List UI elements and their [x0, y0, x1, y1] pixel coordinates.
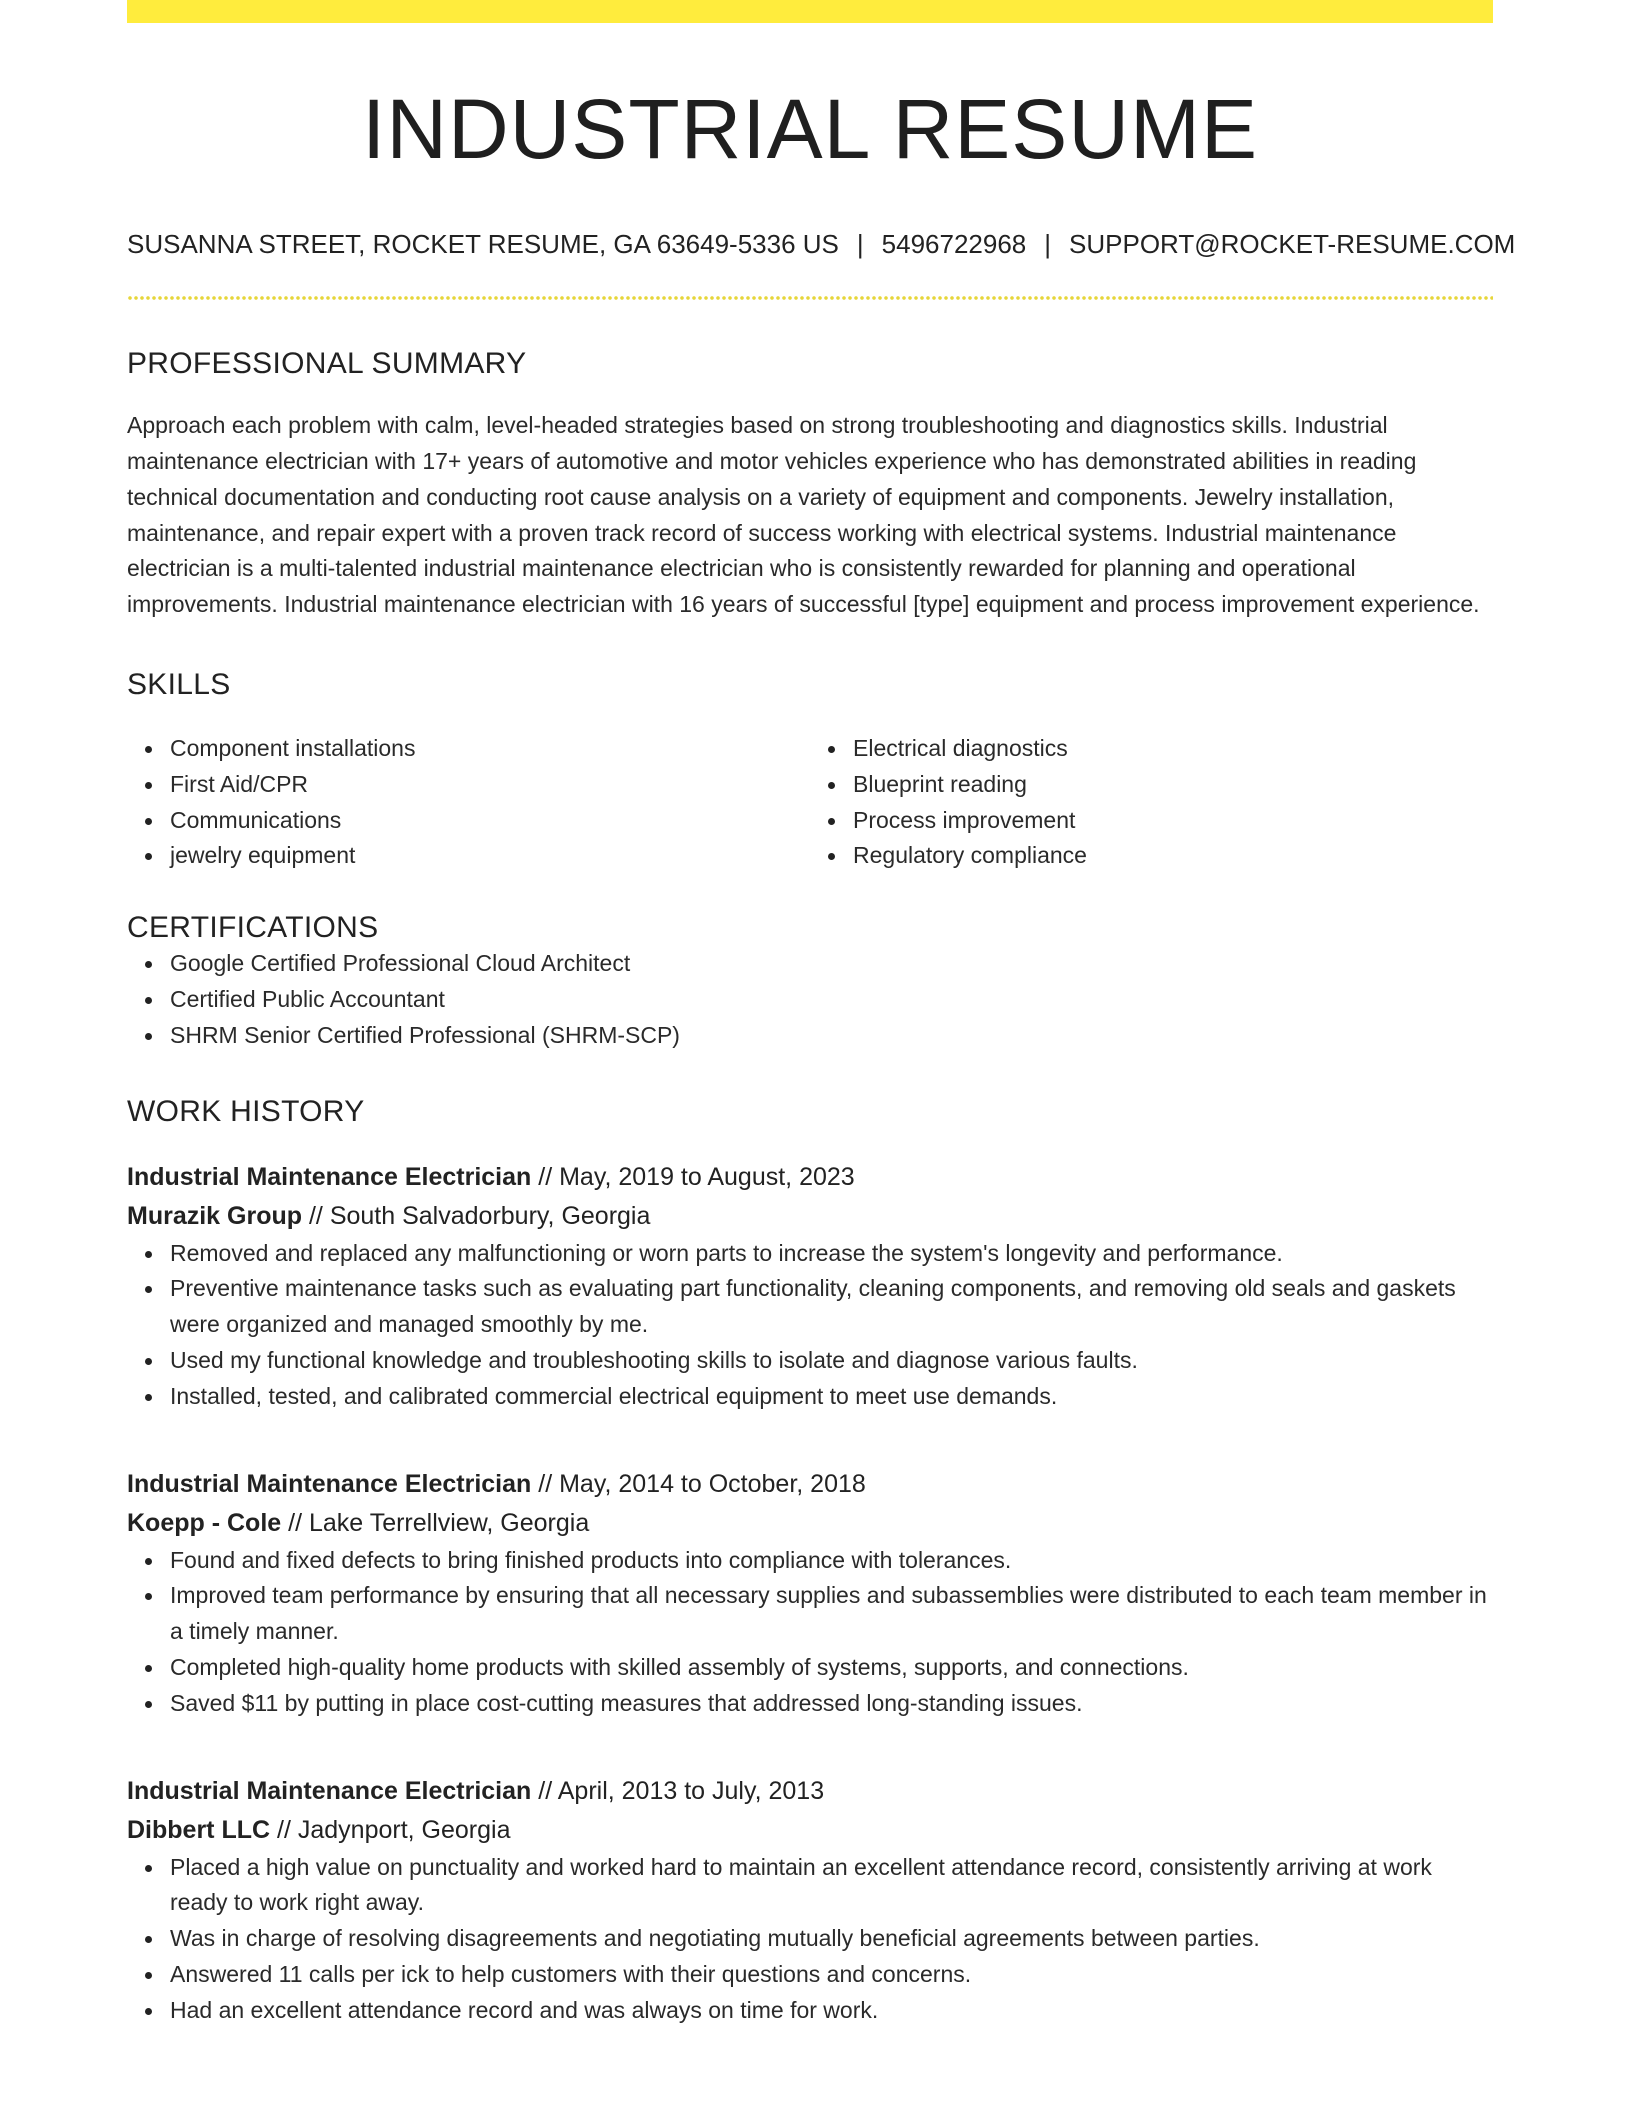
- job-dates: May, 2019 to August, 2023: [559, 1162, 855, 1191]
- contact-phone[interactable]: 5496722968: [881, 229, 1027, 259]
- job-dates: May, 2014 to October, 2018: [559, 1469, 866, 1498]
- job-role-line: [127, 1772, 1493, 1811]
- job-role: Industrial Maintenance Electrician: [127, 1162, 532, 1191]
- certification-item: Certified Public Accountant: [170, 982, 1493, 1018]
- job-duty: Removed and replaced any malfunctioning or worn parts to increase the system's longevity and performance.: [170, 1236, 1493, 1272]
- job-duty: Improved team performance by ensuring that all necessary supplies and subassemblies were distributed to each team member in a timely manner.: [170, 1578, 1493, 1650]
- accent-bar: [127, 0, 1493, 23]
- skill-item: Electrical diagnostics: [853, 731, 1493, 767]
- job-duties-list: [127, 1236, 1493, 1415]
- job-duty: Installed, tested, and calibrated commercial electrical equipment to meet use demands.: [170, 1379, 1493, 1415]
- dotted-divider: [127, 296, 1493, 300]
- certifications-list: [127, 946, 1493, 1053]
- job-duty: Found and fixed defects to bring finished products into compliance with tolerances.: [170, 1543, 1493, 1579]
- job-entry: [127, 1465, 1493, 1722]
- job-duty: Was in charge of resolving disagreements and negotiating mutually beneficial agreements between parties.: [170, 1921, 1493, 1957]
- resume-page: [127, 0, 1516, 2029]
- job-company: Koepp - Cole: [127, 1508, 282, 1537]
- job-duties-list: [127, 1543, 1493, 1722]
- job-duty: Placed a high value on punctuality and worked hard to maintain an excellent attendance record, consistently arriving at work ready to work right away.: [170, 1850, 1493, 1922]
- job-duty: Used my functional knowledge and troubleshooting skills to isolate and diagnose various faults.: [170, 1343, 1493, 1379]
- contact-line: [127, 229, 1516, 260]
- certification-item: SHRM Senior Certified Professional (SHRM-SCP): [170, 1018, 1493, 1054]
- contact-separator: |: [1044, 229, 1052, 259]
- job-separator: //: [308, 1201, 323, 1230]
- job-company-line: [127, 1504, 1493, 1543]
- certifications-heading: CERTIFICATIONS: [127, 911, 379, 945]
- resume-title: INDUSTRIAL RESUME: [361, 82, 1258, 176]
- summary-text: Approach each problem with calm, level-headed strategies based on strong troubleshooting and diagnostics skills. Industrial maintenance electrician with 17+ years of automotive and motor vehicles experience who has demonstrated abilities in reading technical documentation and conducting root cause analysis on a variety of equipment and components. Jewelry installation, maintenance, and repair expert with a proven track record of success working with electrical systems. Industrial maintenance electrician is a multi-talented industrial maintenance electrician who is consistently rewarded for planning and operational improvements. Industrial maintenance electrician with 16 years of successful [type] equipment and process improvement experience.: [127, 412, 1480, 618]
- job-company-line: [127, 1811, 1493, 1850]
- contact-separator: |: [856, 229, 864, 259]
- work-history-heading: WORK HISTORY: [127, 1094, 365, 1128]
- job-role: Industrial Maintenance Electrician: [127, 1469, 532, 1498]
- contact-email[interactable]: SUPPORT@ROCKET-RESUME.COM: [1069, 229, 1516, 259]
- skill-item: First Aid/CPR: [170, 767, 810, 803]
- job-location: Jadynport, Georgia: [297, 1815, 511, 1844]
- certification-item: Google Certified Professional Cloud Architect: [170, 946, 1493, 982]
- job-location: South Salvadorbury, Georgia: [329, 1201, 651, 1230]
- job-entry: [127, 1772, 1493, 2029]
- job-duty: Answered 11 calls per ick to help customers with their questions and concerns.: [170, 1957, 1493, 1993]
- job-role-line: [127, 1465, 1493, 1504]
- job-duty: Preventive maintenance tasks such as evaluating part functionality, cleaning components, and removing old seals and gaskets were organized and managed smoothly by me.: [170, 1271, 1493, 1343]
- skill-item: Communications: [170, 803, 810, 839]
- skill-item: Component installations: [170, 731, 810, 767]
- job-duties-list: [127, 1850, 1493, 2029]
- job-company-line: [127, 1197, 1493, 1236]
- skill-item: Regulatory compliance: [853, 838, 1493, 874]
- job-separator: //: [538, 1469, 553, 1498]
- skills-column-right: [810, 731, 1493, 874]
- job-separator: //: [288, 1508, 303, 1537]
- job-dates: April, 2013 to July, 2013: [557, 1776, 825, 1805]
- skills-list: [127, 731, 1493, 874]
- skills-heading: SKILLS: [127, 667, 231, 701]
- job-duty: Completed high-quality home products with skilled assembly of systems, supports, and connections.: [170, 1650, 1493, 1686]
- job-company: Dibbert LLC: [127, 1815, 271, 1844]
- job-location: Lake Terrellview, Georgia: [308, 1508, 590, 1537]
- job-role: Industrial Maintenance Electrician: [127, 1776, 532, 1805]
- job-duty: Saved $11 by putting in place cost-cutting measures that addressed long-standing issues.: [170, 1686, 1493, 1722]
- job-separator: //: [277, 1815, 291, 1844]
- contact-address: SUSANNA STREET, ROCKET RESUME, GA 63649-5336 US: [127, 229, 839, 259]
- job-duty: Had an excellent attendance record and was always on time for work.: [170, 1993, 1493, 2029]
- summary-heading: PROFESSIONAL SUMMARY: [127, 347, 527, 381]
- skill-item: jewelry equipment: [170, 838, 810, 874]
- job-role-line: [127, 1158, 1493, 1197]
- job-separator: //: [538, 1776, 553, 1805]
- skill-item: Process improvement: [853, 803, 1493, 839]
- skills-column-left: [127, 731, 810, 874]
- job-company: Murazik Group: [127, 1201, 303, 1230]
- skill-item: Blueprint reading: [853, 767, 1493, 803]
- job-entry: [127, 1158, 1493, 1415]
- job-separator: //: [538, 1162, 553, 1191]
